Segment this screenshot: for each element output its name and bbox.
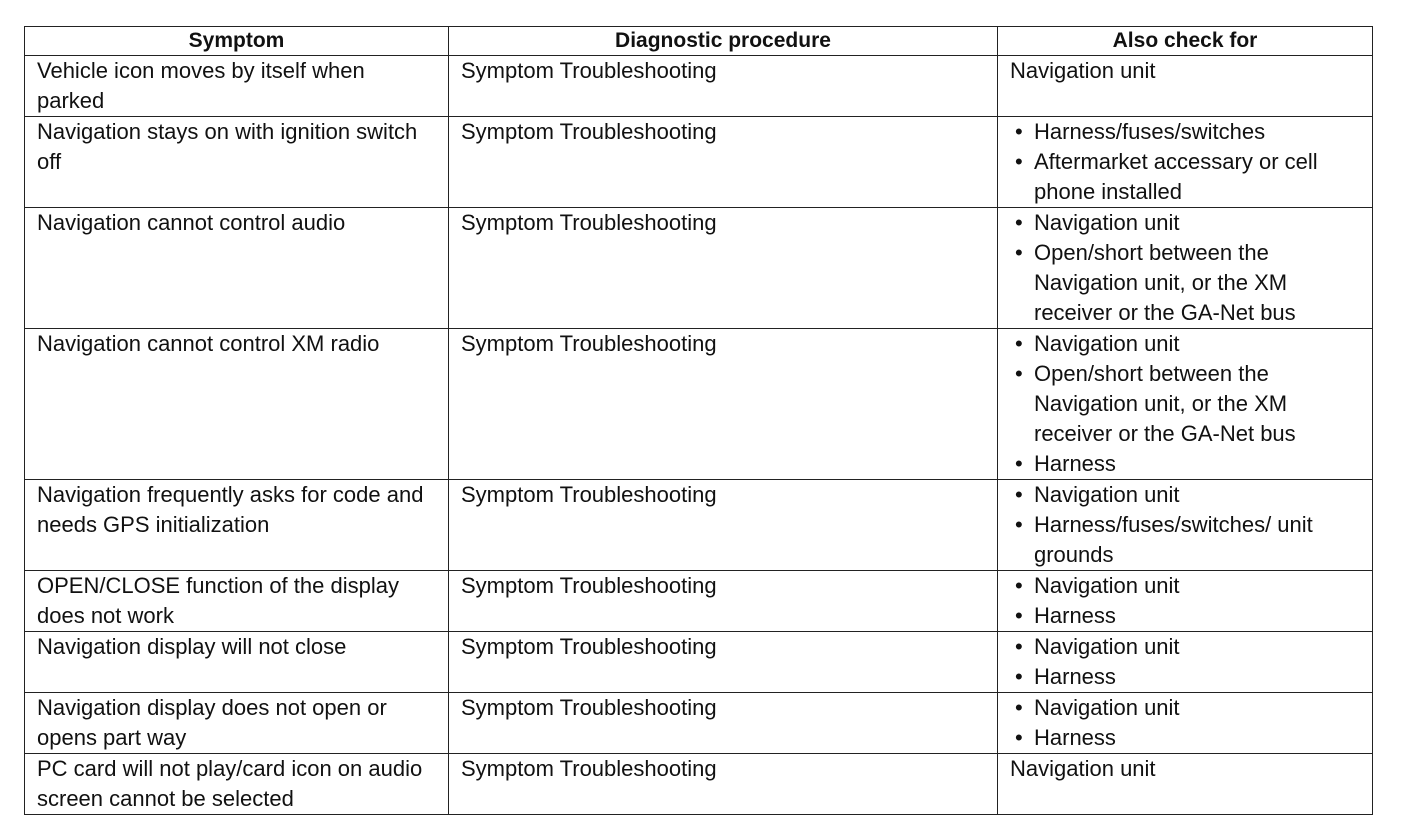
- also-check-cell: [998, 693, 1373, 754]
- check-item: • Navigation unit: [1010, 571, 1360, 601]
- table-header-row: [25, 27, 1373, 56]
- symptom-cell: Navigation display will not close: [25, 632, 449, 693]
- table-row: [25, 632, 1373, 693]
- symptom-cell: OPEN/CLOSE function of the display does not work: [25, 571, 449, 632]
- also-check-cell: [998, 117, 1373, 208]
- check-item: • Open/short between the Navigation unit, or the XM receiver or the GA-Net bus: [1010, 238, 1360, 328]
- procedure-cell: Symptom Troubleshooting: [449, 117, 998, 208]
- check-item: • Aftermarket accessary or cell phone installed: [1010, 147, 1360, 207]
- symptom-cell: Navigation display does not open or opens part way: [25, 693, 449, 754]
- check-item: • Harness/fuses/switches: [1010, 117, 1360, 147]
- check-item: • Navigation unit: [1010, 693, 1360, 723]
- procedure-cell: Symptom Troubleshooting: [449, 754, 998, 815]
- check-item: • Harness: [1010, 723, 1360, 753]
- procedure-cell: Symptom Troubleshooting: [449, 693, 998, 754]
- check-list: [1010, 117, 1360, 207]
- table-row: [25, 208, 1373, 329]
- also-check-cell: [998, 480, 1373, 571]
- header-symptom: Symptom: [25, 27, 449, 56]
- symptom-cell: Navigation cannot control audio: [25, 208, 449, 329]
- procedure-cell: Symptom Troubleshooting: [449, 329, 998, 480]
- check-item: • Navigation unit: [1010, 329, 1360, 359]
- table-row: [25, 56, 1373, 117]
- symptom-troubleshooting-table: [24, 26, 1373, 815]
- procedure-cell: Symptom Troubleshooting: [449, 56, 998, 117]
- symptom-cell: Navigation cannot control XM radio: [25, 329, 449, 480]
- procedure-cell: Symptom Troubleshooting: [449, 208, 998, 329]
- table-row: [25, 480, 1373, 571]
- check-list: [1010, 329, 1360, 479]
- symptom-cell: PC card will not play/card icon on audio screen cannot be selected: [25, 754, 449, 815]
- check-list: [1010, 480, 1360, 570]
- table-row: [25, 329, 1373, 480]
- procedure-cell: Symptom Troubleshooting: [449, 632, 998, 693]
- check-list: [1010, 632, 1360, 692]
- check-item: • Navigation unit: [1010, 208, 1360, 238]
- symptom-cell: Vehicle icon moves by itself when parked: [25, 56, 449, 117]
- header-also-check-for: Also check for: [998, 27, 1373, 56]
- table-row: [25, 117, 1373, 208]
- also-check-cell: [998, 208, 1373, 329]
- check-item: • Harness: [1010, 449, 1360, 479]
- table-row: [25, 571, 1373, 632]
- check-item: • Navigation unit: [1010, 632, 1360, 662]
- symptom-cell: Navigation frequently asks for code and needs GPS initialization: [25, 480, 449, 571]
- also-check-cell: Navigation unit: [998, 754, 1373, 815]
- also-check-cell: [998, 329, 1373, 480]
- check-list: [1010, 693, 1360, 753]
- also-check-cell: Navigation unit: [998, 56, 1373, 117]
- check-item: • Harness: [1010, 662, 1360, 692]
- check-item: • Navigation unit: [1010, 480, 1360, 510]
- check-item: • Harness: [1010, 601, 1360, 631]
- procedure-cell: Symptom Troubleshooting: [449, 480, 998, 571]
- check-item: • Harness/fuses/switches/ unit grounds: [1010, 510, 1360, 570]
- table-row: [25, 754, 1373, 815]
- table-row: [25, 693, 1373, 754]
- check-list: [1010, 208, 1360, 328]
- also-check-cell: [998, 571, 1373, 632]
- also-check-cell: [998, 632, 1373, 693]
- check-list: [1010, 571, 1360, 631]
- procedure-cell: Symptom Troubleshooting: [449, 571, 998, 632]
- symptom-cell: Navigation stays on with ignition switch off: [25, 117, 449, 208]
- check-item: • Open/short between the Navigation unit, or the XM receiver or the GA-Net bus: [1010, 359, 1360, 449]
- header-diagnostic-procedure: Diagnostic procedure: [449, 27, 998, 56]
